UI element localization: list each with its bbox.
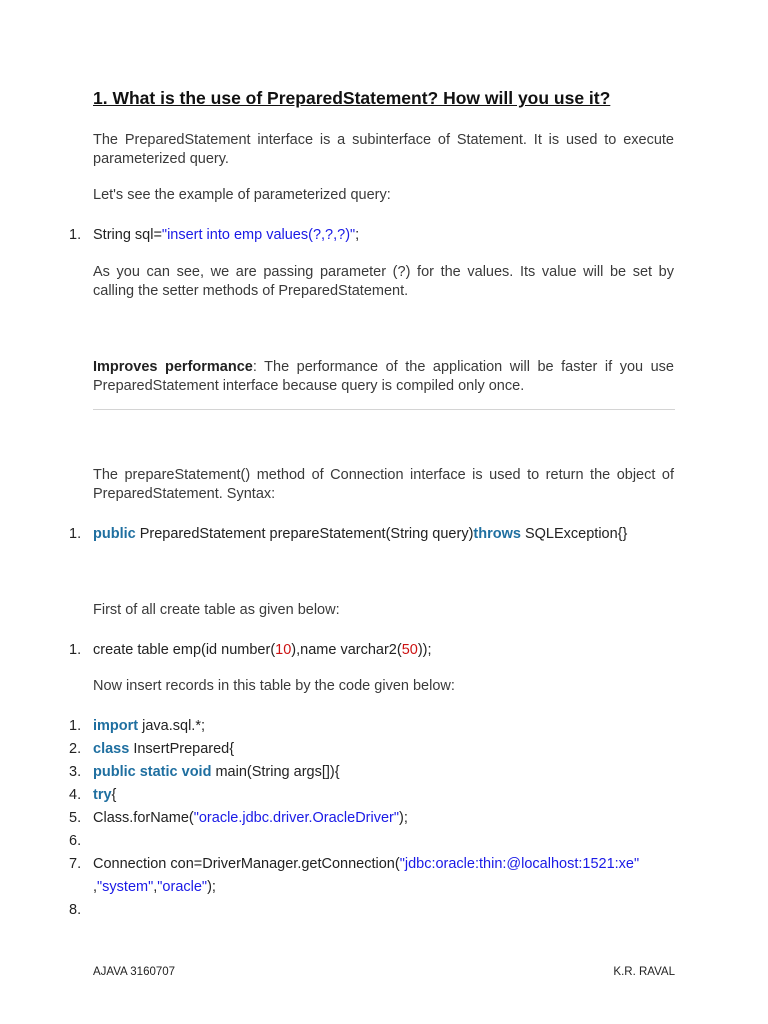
code-text: ,: [153, 879, 158, 895]
code-text: ;: [355, 227, 360, 243]
performance-text: : The performance of the application will be faster if you use PreparedStatement interface because query is compiled only once.: [93, 359, 674, 394]
code-text: SQLException{}: [520, 526, 628, 542]
code-keyword: class: [93, 741, 130, 757]
code-number-literal: 10: [275, 642, 292, 658]
code-line-create-table: [93, 641, 693, 660]
code-line-connection-continued: [93, 878, 693, 897]
code-keyword: public static void: [93, 764, 212, 780]
code-line-number: 8.: [69, 902, 82, 918]
code-keyword: try: [93, 787, 112, 803]
example-intro-paragraph: Let's see the example of parameterized query:: [93, 187, 391, 203]
code-text: String sql=: [93, 227, 162, 243]
code-line-number: 1.: [69, 642, 82, 658]
code-line-number: 5.: [69, 810, 82, 826]
insert-records-paragraph: Now insert records in this table by the code given below:: [93, 678, 455, 694]
code-line-syntax: [93, 525, 693, 544]
code-text: java.sql.*;: [138, 718, 206, 734]
code-text: ),name varchar2(: [291, 642, 402, 658]
code-line-number: 1.: [69, 526, 82, 542]
intro-paragraph: The PreparedStatement interface is a subinterface of Statement. It is used to execute parameterized query.: [93, 132, 674, 167]
code-keyword: import: [93, 718, 139, 734]
code-string-literal: "insert into emp values(?,?,?)": [161, 227, 356, 243]
code-string-literal: "oracle.jdbc.driver.OracleDriver": [193, 810, 400, 826]
code-text: ,: [93, 879, 98, 895]
footer-author: K.R. RAVAL: [613, 966, 675, 978]
footer-course-code: AJAVA 3160707: [93, 966, 176, 978]
code-text: PreparedStatement prepareStatement(String query): [135, 526, 474, 542]
code-keyword: public: [93, 526, 136, 542]
code-line-import: [93, 717, 693, 736]
code-line-try: [93, 786, 693, 805]
code-string-literal: "oracle": [157, 879, 208, 895]
code-text: main(String args[]){: [211, 764, 340, 780]
performance-bold-label: Improves performance: [93, 359, 253, 375]
code-line-main: [93, 763, 693, 782]
code-line-connection: [93, 855, 693, 874]
code-keyword: throws: [473, 526, 521, 542]
code-text: InsertPrepared{: [129, 741, 235, 757]
code-text: {: [111, 787, 117, 803]
code-line-number: 6.: [69, 833, 82, 849]
code-text: ));: [417, 642, 432, 658]
question-heading: 1. What is the use of PreparedStatement? How will you use it?: [93, 88, 611, 108]
code-text: create table emp(id number(: [93, 642, 276, 658]
performance-paragraph: [93, 358, 674, 396]
code-line-class: [93, 740, 693, 759]
code-line-number: 7.: [69, 856, 82, 872]
code-line-forname: [93, 809, 693, 828]
horizontal-divider: [93, 409, 675, 410]
code-string-literal: "system": [97, 879, 154, 895]
code-line-number: 1.: [69, 718, 82, 734]
code-line-number: 3.: [69, 764, 82, 780]
parameter-explanation-paragraph: As you can see, we are passing parameter (?) for the values. Its value will be set by calling the setter methods of PreparedStatement.: [93, 264, 674, 299]
code-line-number: 2.: [69, 741, 82, 757]
code-string-literal: "jdbc:oracle:thin:@localhost:1521:xe": [399, 856, 640, 872]
code-text: Class.forName(: [93, 810, 194, 826]
syntax-paragraph: The prepareStatement() method of Connection interface is used to return the object of PreparedStatement. Syntax:: [93, 467, 674, 502]
code-number-literal: 50: [401, 642, 418, 658]
create-table-paragraph: First of all create table as given below:: [93, 602, 340, 618]
code-line-number: 4.: [69, 787, 82, 803]
code-line-number: 1.: [69, 227, 82, 243]
code-line-sql-string: [93, 226, 693, 245]
code-text: );: [399, 810, 408, 826]
code-text: );: [207, 879, 216, 895]
code-text: Connection con=DriverManager.getConnection(: [93, 856, 400, 872]
